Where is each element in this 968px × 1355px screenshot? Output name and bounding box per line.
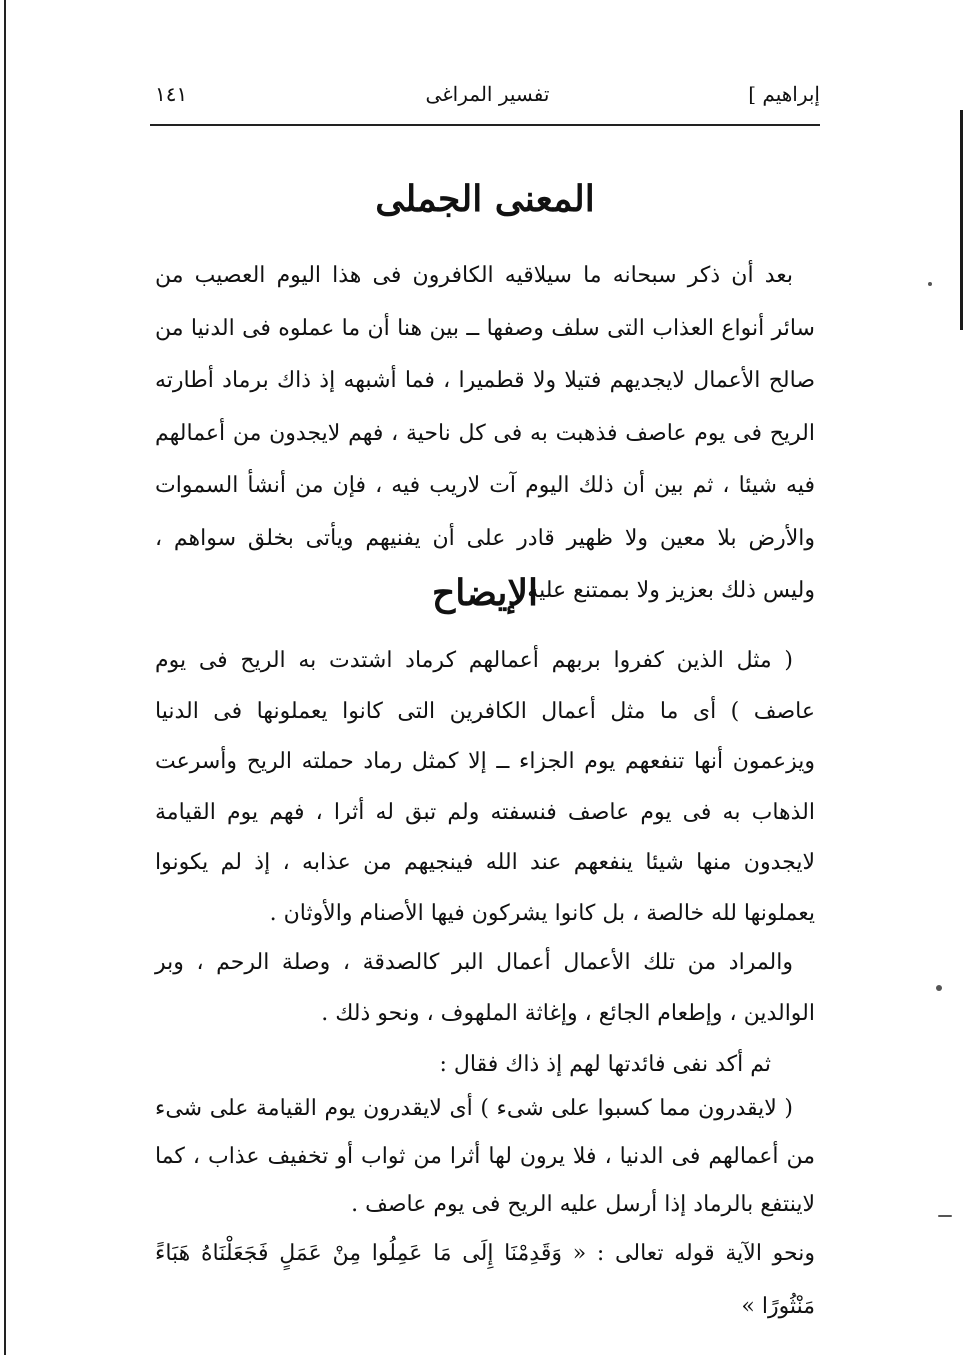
explanation-paragraph [155,636,815,939]
explanation-paragraph [155,1085,815,1229]
paragraph-text: والمراد من تلك الأعمال أعمال البر كالصدقة ، وصلة الرحم ، وبر الوالدين ، وإطعام الجائع ، وإغاثة الملهوف ، ونحو ذلك . [155,950,815,1026]
running-title: تفسير المراغى [425,82,550,106]
header-rule [150,124,820,126]
explanation-paragraph [155,1040,815,1089]
page-edge-right [960,110,963,330]
page-header [155,82,820,118]
scan-speck [936,985,942,991]
page-number: ١٤١ [155,82,188,106]
section-heading-summary: المعنى الجملى [375,178,595,220]
surah-name: إبراهيم ] [748,82,820,106]
summary-paragraph [155,250,815,618]
paragraph-text: ونحو الآية قوله تعالى : « وَقَدِمْنَا إِلَى مَا عَمِلُوا مِنْ عَمَلٍ فَجَعَلْنَاهُ هَبَاءً مَنْثُورًا » [155,1241,815,1319]
paragraph-text: ( مثل الذين كفروا بربهم أعمالهم كرماد اشتدت به الريح فى يوم عاصف ) أى ما مثل أعمال الكافرين التى كانوا يعملونها فى الدنيا ويزعمون أنها تنفعهم يوم الجزاء ــ إلا كمثل رماد حملته الريح وأسرعت الذهاب به فى يوم عاصف فنسفته ولم تبق له أثرا ، فهم يوم القيامة لايجدون منها شيئا ينفعهم عند الله فينجيهم من عذابه ، إذ لم يكونوا يعملونها لله خالصة ، بل كانوا يشركون فيها الأصنام والأوثان . [155,648,815,926]
quran-verse-paragraph [155,1228,815,1333]
scan-speck [938,1215,952,1217]
scan-speck [928,282,932,286]
page-edge-left [4,0,6,1355]
paragraph-text: ( لايقدرون مما كسبوا على شىء ) أى لايقدرون يوم القيامة على شىء من أعمالهم فى الدنيا ، فلا يرون لها أثرا من ثواب أو تخفيف عذاب ، كما لاينتفع بالرماد إذا أرسل عليه الريح فى يوم عاصف . [155,1096,815,1217]
explanation-paragraph [155,937,815,1039]
paragraph-text: بعد أن ذكر سبحانه ما سيلاقيه الكافرون فى هذا اليوم العصيب من سائر أنواع العذاب التى سلف وصفها ــ بين هنا أن ما عملوه فى الدنيا من صالح الأعمال لايجديهم فتيلا ولا قطميرا ، فما أشبهه إذ ذاك برماد أطارته الريح فى يوم عاصف فذهبت به فى كل ناحية ، فهم لايجدون من أعمالهم فيه شيئا ، ثم بين أن ذلك اليوم آت لاريب فيه ، فإن من أنشأ السموات والأرض بلا معين ولا ظهير قادر على أن يفنيهم ويأتى بخلق سواهم ، وليس ذلك بعزيز ولا بممتنع عليه . [155,263,815,603]
section-heading-explanation: الإيضاح [432,572,538,614]
paragraph-text: ثم أكد نفى فائدتها لهم إذ ذاك فقال : [439,1052,771,1077]
